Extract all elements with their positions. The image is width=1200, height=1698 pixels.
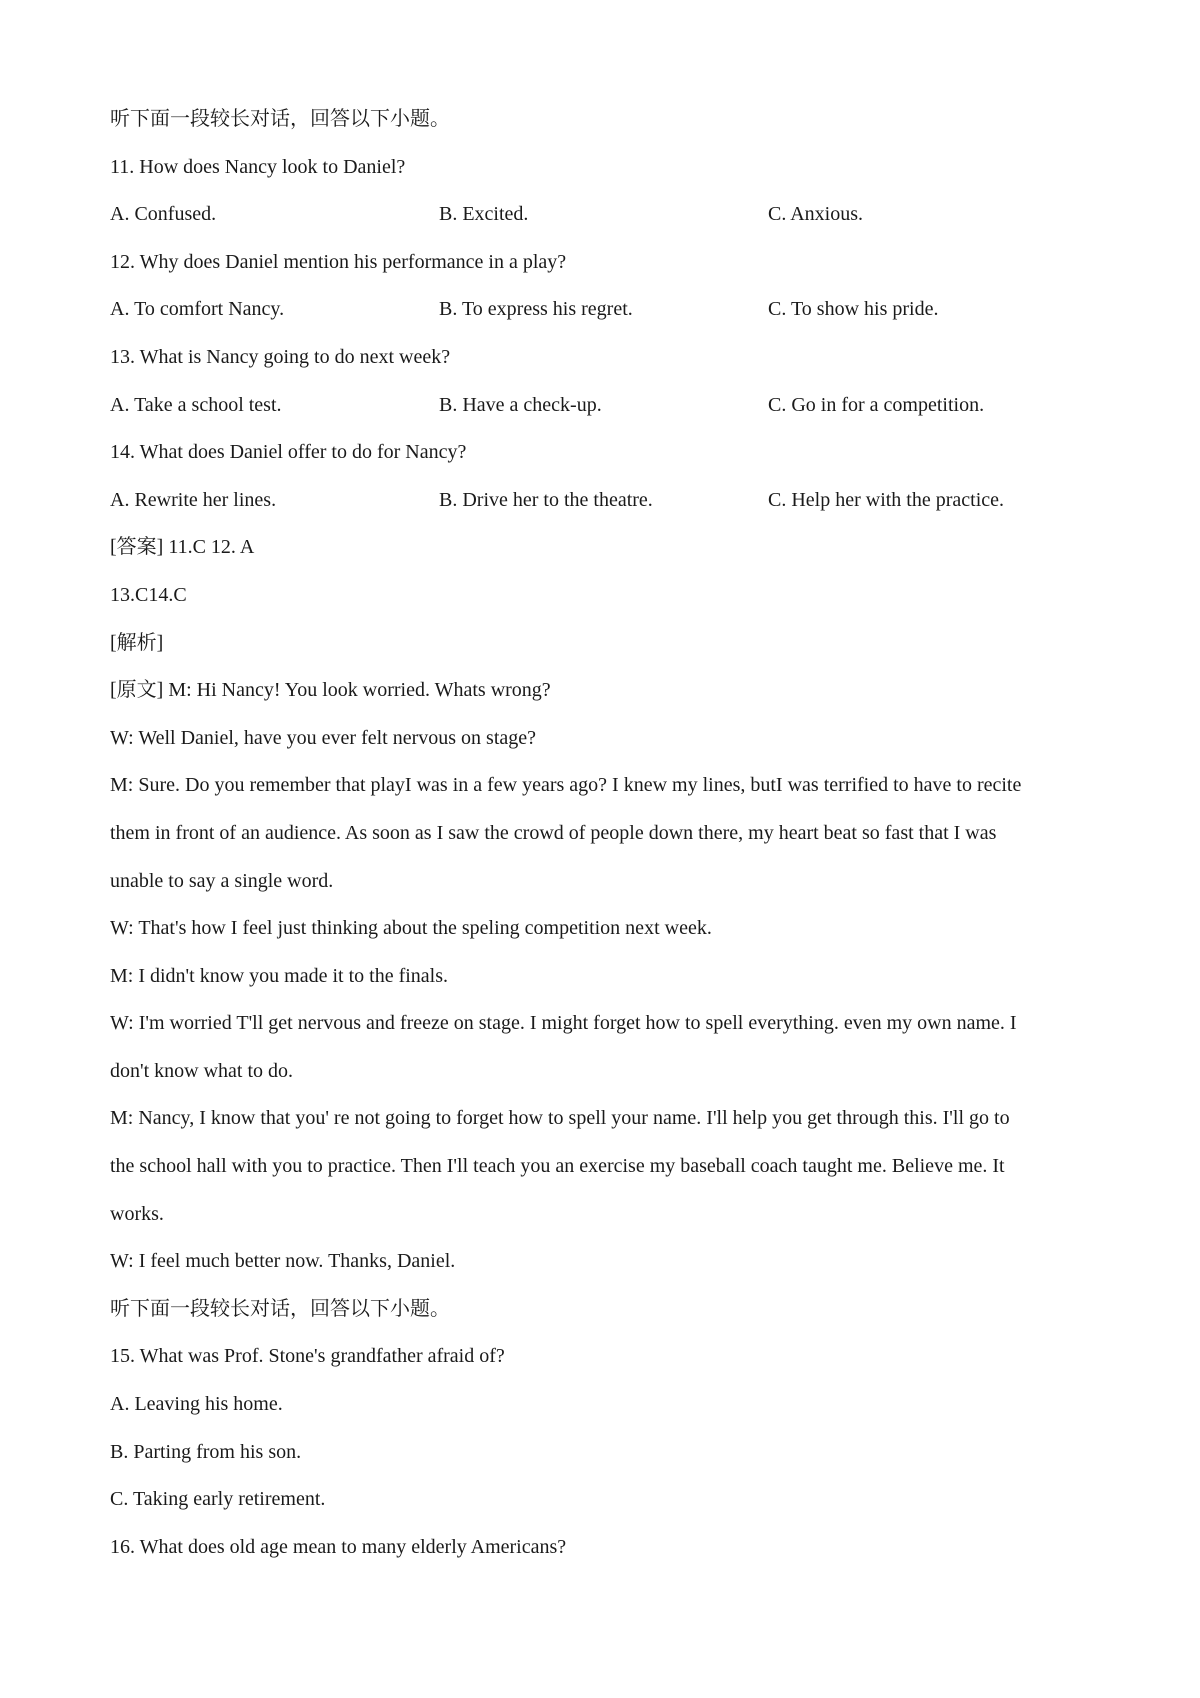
text-line: the school hall with you to practice. Then I'll teach you an exercise my baseball coach taught me. Believe me. It xyxy=(110,1155,1005,1178)
text-line: [解析] xyxy=(110,631,164,654)
option-b: B. To express his regret. xyxy=(439,298,633,321)
option-b: B. Excited. xyxy=(439,203,529,226)
text-line: W: I'm worried T'll get nervous and freeze on stage. I might forget how to spell everything. even my own name. I xyxy=(110,1012,1017,1035)
text-line: 听下面一段较长对话，回答以下小题。 xyxy=(110,1297,450,1320)
text-line: 16. What does old age mean to many elderly Americans? xyxy=(110,1535,567,1558)
option-b: B. Have a check-up. xyxy=(439,393,602,416)
text-line: 13.C14.C xyxy=(110,583,187,606)
text-line: 13. What is Nancy going to do next week? xyxy=(110,345,451,368)
text-line: M: Sure. Do you remember that playI was in a few years ago? I knew my lines, butI was terrified to have to recite xyxy=(110,774,1022,797)
text-line: M: Nancy, I know that you' re not going to forget how to spell your name. I'll help you get through this. I'll go to xyxy=(110,1107,1010,1130)
text-line: 听下面一段较长对话，回答以下小题。 xyxy=(110,108,450,130)
option-a: A. Confused. xyxy=(110,203,217,226)
text-line: M: I didn't know you made it to the finals. xyxy=(110,964,449,987)
text-line: W: That's how I feel just thinking about the speling competition next week. xyxy=(110,917,712,940)
answer-options-row xyxy=(110,477,1110,525)
text-line: C. Taking early retirement. xyxy=(110,1488,326,1511)
text-line: 11. How does Nancy look to Daniel? xyxy=(110,155,406,178)
text-line: [原文] M: Hi Nancy! You look worried. Whats wrong? xyxy=(110,679,551,702)
text-line: unable to say a single word. xyxy=(110,869,334,892)
option-c: C. To show his pride. xyxy=(768,298,939,321)
option-c: C. Go in for a competition. xyxy=(768,393,985,416)
text-line: 15. What was Prof. Stone's grandfather afraid of? xyxy=(110,1345,505,1368)
text-line: them in front of an audience. As soon as I saw the crowd of people down there, my heart beat so fast that I was xyxy=(110,821,997,844)
answer-options-row xyxy=(110,286,1110,334)
answer-options-row xyxy=(110,191,1110,239)
text-line: B. Parting from his son. xyxy=(110,1440,302,1463)
option-b: B. Drive her to the theatre. xyxy=(439,488,653,511)
option-c: C. Help her with the practice. xyxy=(768,488,1005,511)
document-page xyxy=(110,96,1110,1571)
answer-options-row xyxy=(110,382,1110,430)
text-line: [答案] 11.C 12. A xyxy=(110,536,255,559)
option-a: A. To comfort Nancy. xyxy=(110,298,285,321)
option-a: A. Take a school test. xyxy=(110,393,282,416)
text-line: works. xyxy=(110,1202,164,1225)
text-line: W: I feel much better now. Thanks, Daniel. xyxy=(110,1250,456,1273)
text-line: W: Well Daniel, have you ever felt nervous on stage? xyxy=(110,726,537,749)
text-line: A. Leaving his home. xyxy=(110,1393,283,1416)
option-c: C. Anxious. xyxy=(768,203,864,226)
text-line: 12. Why does Daniel mention his performance in a play? xyxy=(110,250,567,273)
text-line: 14. What does Daniel offer to do for Nancy? xyxy=(110,441,467,464)
option-a: A. Rewrite her lines. xyxy=(110,488,277,511)
text-line: don't know what to do. xyxy=(110,1059,294,1082)
